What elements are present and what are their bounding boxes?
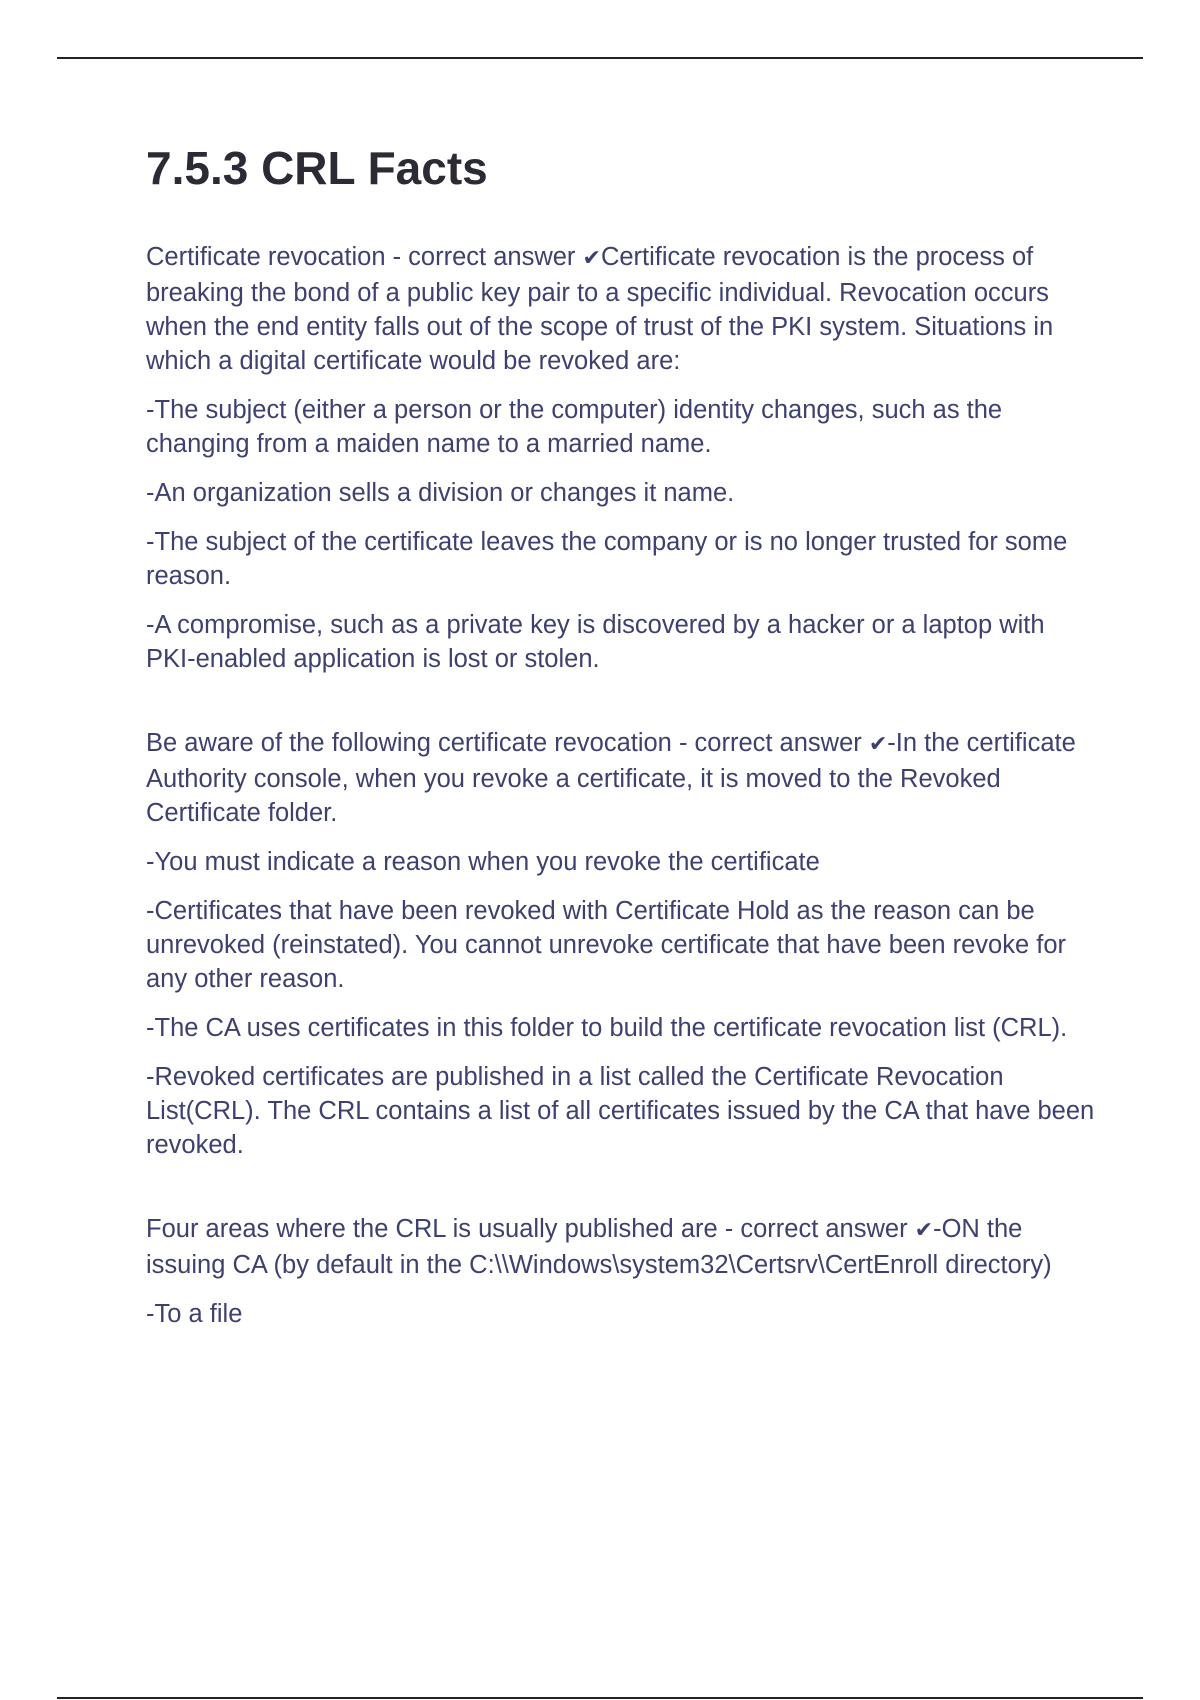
bottom-divider — [57, 1697, 1143, 1699]
list-item: -The subject of the certificate leaves the company or is no longer trusted for some reason. — [146, 528, 1068, 590]
qa-lead — [146, 240, 1096, 378]
list-item: -To a file — [146, 1300, 243, 1328]
document-body — [146, 140, 1096, 1346]
qa-lead — [146, 1212, 1096, 1282]
top-divider — [57, 57, 1143, 59]
question-text: Be aware of the following certificate revocation - correct answer — [146, 729, 869, 757]
checkmark-icon: ✔ — [914, 1218, 934, 1243]
list-item: -The CA uses certificates in this folder to build the certificate revocation list (CRL). — [146, 1014, 1068, 1042]
qa-section-be-aware — [146, 726, 1096, 1162]
list-item: -An organization sells a division or changes it name. — [146, 479, 735, 507]
page-title: 7.5.3 CRL Facts — [146, 142, 488, 194]
answer-text: -ON the issuing CA (by default in the C:\\Windows\system32\Certsrv\CertEnroll directory) — [146, 1215, 1052, 1279]
list-item: -You must indicate a reason when you revoke the certificate — [146, 848, 820, 876]
checkmark-icon: ✔ — [582, 246, 601, 271]
checkmark-icon: ✔ — [868, 732, 888, 757]
list-item: -A compromise, such as a private key is discovered by a hacker or a laptop with PKI-enabled application is lost or stolen. — [146, 611, 1045, 673]
answer-text: -In the certificate Authority console, when you revoke a certificate, it is moved to the Revoked Certificate folder. — [146, 729, 1076, 827]
answer-text: Certificate revocation is the process of breaking the bond of a public key pair to a specific individual. Revocation occurs when the end entity falls out of the scope of trust of the PKI system. Situations in which a digital certificate would be revoked are: — [146, 243, 1054, 375]
qa-section-crl-publishing — [146, 1212, 1096, 1331]
qa-lead — [146, 726, 1096, 830]
question-text: Four areas where the CRL is usually published are - correct answer — [146, 1215, 915, 1243]
list-item: -Certificates that have been revoked with Certificate Hold as the reason can be unrevoked (reinstated). You cannot unrevoke certificate that have been revoke for any other reason. — [146, 897, 1066, 993]
qa-section-certificate-revocation — [146, 240, 1096, 676]
list-item: -Revoked certificates are published in a list called the Certificate Revocation List(CRL). The CRL contains a list of all certificates issued by the CA that have been revoked. — [146, 1063, 1095, 1159]
list-item: -The subject (either a person or the computer) identity changes, such as the changing from a maiden name to a married name. — [146, 396, 1003, 458]
question-text: Certificate revocation - correct answer — [146, 243, 583, 271]
